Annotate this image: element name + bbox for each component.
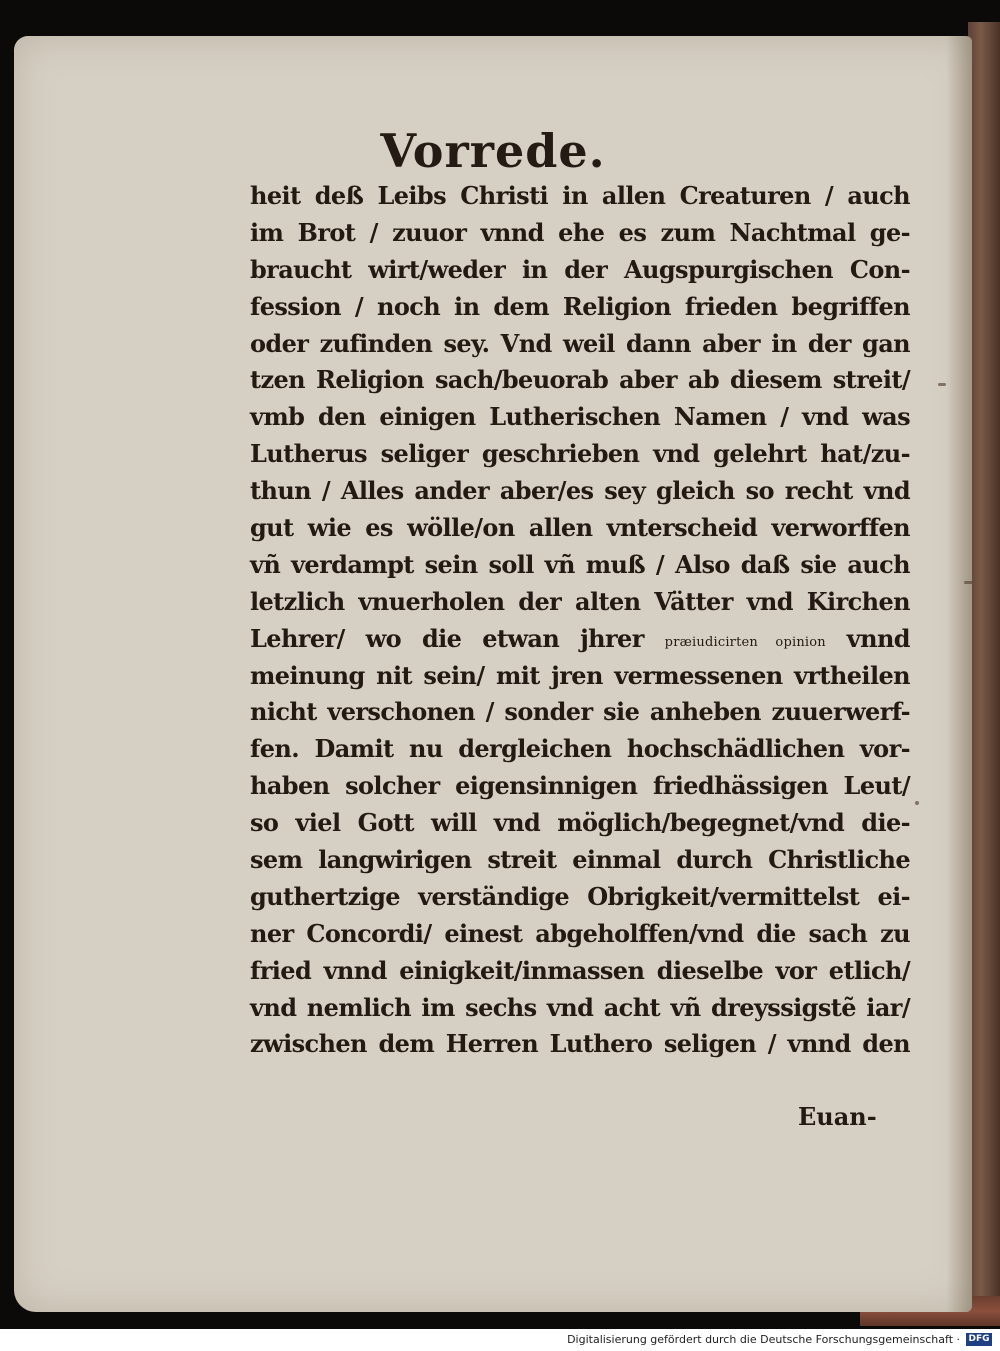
text-line-8: Lutherus seliger geschrieben vnd gelehrt hat/zu- [250,439,910,469]
text-line-19: sem langwirigen streit einmal durch Christliche [250,845,910,875]
body-text [250,178,910,1063]
inline-note: præiudicirten opinion [664,634,826,650]
text-line-23: vnd nemlich im sechs vnd acht vñ dreyssigstẽ iar/ [250,992,910,1022]
dfg-logo: DFG [966,1333,992,1346]
text-line-9: thun / Alles ander aber/es sey gleich so recht vnd [250,476,910,506]
text-line-11: vñ verdampt sein soll vñ muß / Also daß sie auch [250,549,910,579]
text-line-3: braucht wirt/weder in der Augspurgischen Con- [250,254,910,284]
catchword: Euan- [798,1102,877,1131]
text-line-22: fried vnnd einigkeit/inmassen dieselbe vor etlich/ [250,955,910,985]
paper-speck [915,801,919,805]
text-line-10: gut wie es wölle/on allen vnterscheid verworffen [250,513,910,543]
paper-speck [964,581,972,584]
text-line-6: tzen Religion sach/beuorab aber ab diesem streit/ [250,365,910,395]
text-line-1: heit deß Leibs Christi in allen Creaturen / auch [250,181,910,210]
text-line-4: fession / noch in dem Religion frieden begriffen [250,291,910,321]
funding-credit: Digitalisierung gefördert durch die Deutsche Forschungsgemeinschaft · [567,1333,960,1346]
paper-page [14,36,972,1312]
text-line-24: zwischen dem Herren Luthero seligen / vnnd den [250,1029,910,1059]
text-line-15: nicht verschonen / sonder sie anheben zuuerwerf- [250,697,910,727]
text-line-13-start: Lehrer/ wo die etwan jhrer [250,623,644,653]
book-edge-right [968,22,1000,1322]
paper-speck [938,383,946,386]
text-line-20: guthertzige verständige Obrigkeit/vermittelst ei- [250,881,910,911]
text-line-7: vmb den einigen Lutherischen Namen / vnd was [250,402,910,432]
text-line-17: haben solcher eigensinnigen friedhässigen Leut/ [250,771,910,801]
text-line-16: fen. Damit nu dergleichen hochschädlichen vor- [250,734,910,764]
text-line-13-end: vnnd [846,623,910,653]
running-head: Vorrede. [380,124,606,178]
text-line-21: ner Concordi/ einest abgeholffen/vnd die sach zu [250,918,910,948]
text-line-12: letzlich vnuerholen der alten Vätter vnd Kirchen [250,586,910,616]
text-line-5: oder zufinden sey. Vnd weil dann aber in der gan [250,328,910,358]
text-line-2: im Brot / zuuor vnnd ehe es zum Nachtmal ge- [250,217,910,247]
text-line-14: meinung nit sein/ mit jren vermessenen vrtheilen [250,660,910,690]
footer-bar [0,1329,1000,1351]
text-line-13 [250,621,910,658]
text-line-18: so viel Gott will vnd möglich/begegnet/vnd die- [250,808,910,838]
